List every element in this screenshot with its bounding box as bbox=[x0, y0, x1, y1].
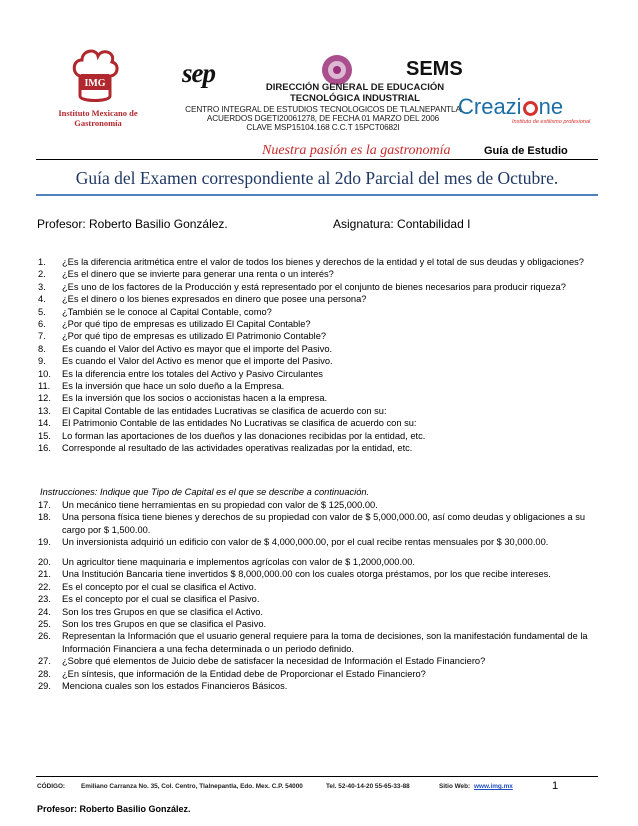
question-number: 21. bbox=[38, 569, 51, 580]
question-number: 9. bbox=[38, 356, 46, 367]
question-text: ¿Por qué tipo de empresas es utilizado El Patrimonio Contable? bbox=[62, 331, 327, 342]
question-item bbox=[38, 318, 594, 330]
question-item bbox=[38, 511, 594, 536]
question-item bbox=[38, 306, 594, 318]
question-item bbox=[38, 680, 594, 692]
question-item bbox=[38, 655, 594, 667]
question-text: ¿Es uno de los factores de la Producción y está representado por el conjunto de bienes necesarios para producir riqueza? bbox=[62, 281, 566, 292]
footer-address: Emiliano Carranza No. 35, Col. Centro, Tlalnepantla, Edo. Mex. C.P. 54000 bbox=[81, 783, 303, 790]
question-number: 13. bbox=[38, 405, 51, 416]
question-number: 7. bbox=[38, 331, 46, 342]
question-number: 5. bbox=[38, 306, 46, 317]
question-number: 24. bbox=[38, 606, 51, 617]
question-text: Es la diferencia entre los totales del Activo y Pasivo Circulantes bbox=[62, 368, 323, 379]
question-item bbox=[38, 581, 594, 593]
question-text: ¿Es el dinero o los bienes expresados en dinero que posee una persona? bbox=[62, 294, 367, 305]
question-number: 11. bbox=[38, 381, 51, 392]
question-text: Un agricultor tiene maquinaria e implementos agrícolas con valor de $ 1,2000,000.00. bbox=[62, 557, 415, 567]
question-item bbox=[38, 630, 594, 655]
question-text: El Patrimonio Contable de las entidades No Lucrativas se clasifica de acuerdo con su: bbox=[62, 418, 417, 429]
creazione-logo bbox=[458, 95, 563, 119]
question-item bbox=[38, 430, 594, 442]
question-number: 25. bbox=[38, 619, 51, 630]
question-number: 12. bbox=[38, 393, 51, 404]
question-text: Representan la Información que el usuario general requiere para la toma de decisiones, son la manifestación fundamental de la Información Financiera a una fecha determinada o un periodo definido. bbox=[62, 631, 588, 654]
sep-logo: sep bbox=[182, 58, 215, 88]
question-text: ¿En síntesis, que información de la Entidad debe de Proporcionar el Estado Financiero? bbox=[62, 668, 426, 679]
question-item bbox=[38, 281, 594, 293]
question-item bbox=[38, 380, 594, 392]
question-item bbox=[38, 499, 594, 511]
question-text: Menciona cuales son los estados Financieros Básicos. bbox=[62, 681, 288, 692]
question-item bbox=[38, 268, 594, 280]
question-number: 15. bbox=[38, 430, 51, 441]
asignatura-label: Asignatura: Contabilidad I bbox=[333, 217, 471, 231]
svg-text:IMG: IMG bbox=[84, 78, 106, 89]
footer-codigo: CÓDIGO: bbox=[37, 783, 66, 790]
footer-divider bbox=[36, 776, 598, 777]
centro-line-3: CLAVE MSP15104.168 C.C.T 15PCT0682I bbox=[246, 122, 400, 132]
question-item bbox=[38, 355, 594, 367]
question-number: 20. bbox=[38, 557, 51, 567]
question-item bbox=[38, 556, 594, 568]
guide-label: Guía de Estudio bbox=[484, 145, 568, 157]
question-item bbox=[38, 536, 594, 548]
question-text: Es la inversión que los socios o accionistas hacen a la empresa. bbox=[62, 393, 328, 404]
question-number: 28. bbox=[38, 668, 51, 679]
dgeti-title: DIRECCIÓN GENERAL DE EDUCACIÓN TECNOLÓGICA INDUSTRIAL bbox=[265, 82, 445, 104]
img-logo bbox=[58, 46, 138, 142]
question-number: 2. bbox=[38, 269, 46, 280]
centro-info bbox=[183, 106, 463, 132]
footer-web-label: Sitio Web: bbox=[439, 783, 471, 790]
question-text: Un mecánico tiene herramientas en su propiedad con valor de $ 125,000.00. bbox=[62, 500, 378, 510]
question-list-c bbox=[38, 556, 594, 692]
question-text: Corresponde al resultado de las actividades operativas realizadas por la entidad, etc. bbox=[62, 443, 413, 454]
question-text: Es cuando el Valor del Activo es menor que el importe del Pasivo. bbox=[62, 356, 333, 367]
title-divider bbox=[36, 194, 598, 196]
question-text: Es la inversión que hace un solo dueño a la Empresa. bbox=[62, 381, 285, 392]
question-number: 6. bbox=[38, 319, 46, 330]
question-number: 22. bbox=[38, 581, 51, 592]
question-number: 23. bbox=[38, 594, 51, 605]
question-item bbox=[38, 668, 594, 680]
footer-profesor: Profesor: Roberto Basilio González. bbox=[37, 804, 191, 814]
creazione-subtitle: Instituto de estilismo profesional bbox=[512, 119, 591, 125]
question-text: ¿También se le conoce al Capital Contable, como? bbox=[62, 306, 272, 317]
question-item bbox=[38, 606, 594, 618]
question-list-b bbox=[38, 499, 594, 549]
question-number: 26. bbox=[38, 631, 51, 642]
question-number: 19. bbox=[38, 537, 51, 548]
question-number: 1. bbox=[38, 257, 46, 267]
page-title: Guía del Examen correspondiente al 2do Parcial del mes de Octubre. bbox=[75, 168, 559, 188]
question-item bbox=[38, 256, 594, 268]
question-item bbox=[38, 618, 594, 630]
question-text: El Capital Contable de las entidades Lucrativas se clasifica de acuerdo con su: bbox=[62, 405, 387, 416]
question-item bbox=[38, 330, 594, 342]
question-text: ¿Es el dinero que se invierte para generar una renta o un interés? bbox=[62, 269, 334, 280]
header-divider bbox=[36, 159, 598, 160]
question-number: 3. bbox=[38, 281, 46, 292]
question-text: Es el concepto por el cual se clasifica el Pasivo. bbox=[62, 594, 260, 605]
question-list-a bbox=[38, 256, 594, 455]
question-number: 16. bbox=[38, 443, 51, 454]
question-text: Son los tres Grupos en que se clasifica el Pasivo. bbox=[62, 619, 267, 630]
question-text: ¿Es la diferencia aritmética entre el valor de todos los bienes y derechos de la entidad y el total de sus deudas y obligaciones? bbox=[62, 257, 584, 267]
profesor-label: Profesor: Roberto Basilio González. bbox=[37, 217, 228, 231]
question-item bbox=[38, 417, 594, 429]
instructions: Instrucciones: Indique que Tipo de Capital es el que se describe a continuación. bbox=[40, 487, 370, 497]
question-text: Es el concepto por el cual se clasifica el Activo. bbox=[62, 581, 257, 592]
question-text: ¿Por qué tipo de empresas es utilizado El Capital Contable? bbox=[62, 319, 311, 330]
footer-web-link[interactable]: www.img.mx bbox=[474, 783, 513, 790]
question-number: 29. bbox=[38, 681, 51, 692]
question-item bbox=[38, 343, 594, 355]
centro-line-1: CENTRO INTEGRAL DE ESTUDIOS TECNOLOGICOS DE TLALNEPANTLA bbox=[185, 105, 461, 114]
creazione-logo-pre: Creazi bbox=[458, 94, 522, 119]
creazione-logo-post: ne bbox=[538, 94, 564, 119]
question-number: 27. bbox=[38, 656, 51, 667]
question-item bbox=[38, 442, 594, 454]
question-text: Es cuando el Valor del Activo es mayor que el importe del Pasivo. bbox=[62, 343, 333, 354]
footer-tel: Tel. 52-40-14-20 55-65-33-88 bbox=[326, 783, 410, 790]
chef-hat-icon bbox=[70, 46, 120, 104]
sems-logo: SEMS bbox=[406, 58, 463, 80]
question-number: 8. bbox=[38, 343, 46, 354]
ring-icon bbox=[523, 101, 538, 116]
question-item bbox=[38, 405, 594, 417]
question-number: 10. bbox=[38, 368, 51, 379]
question-item bbox=[38, 392, 594, 404]
page-number: 1 bbox=[552, 780, 559, 792]
question-number: 17. bbox=[38, 500, 51, 510]
question-text: Un inversionista adquirió un edificio con valor de $ 4,000,000.00, por el cual recibe rentas mensuales por $ 30,000.00. bbox=[62, 537, 549, 548]
question-number: 4. bbox=[38, 294, 46, 305]
centro-line-2: ACUERDOS DGETI20061278, DE FECHA 01 MARZO DEL 2006 bbox=[206, 113, 440, 123]
question-item bbox=[38, 593, 594, 605]
question-item bbox=[38, 368, 594, 380]
question-text: Una Institución Bancaria tiene invertidos $ 8,000,000.00 con los cuales otorga préstamos, por los que recibe intereses. bbox=[62, 569, 551, 580]
question-number: 18. bbox=[38, 512, 51, 523]
question-text: ¿Sobre qué elementos de Juicio debe de satisfacer la necesidad de Información el Estado Financiero? bbox=[62, 656, 486, 667]
question-text: Una persona física tiene bienes y derechos de su propiedad con valor de $ 5,000,000.00, así como deudas y obligaciones a su cargo por $ 1,500.00. bbox=[62, 512, 586, 535]
img-institute-name: Instituto Mexicano de Gastronomía bbox=[58, 108, 138, 128]
question-text: Lo forman las aportaciones de los dueños y las donaciones recibidas por la entidad, etc. bbox=[62, 430, 426, 441]
question-item bbox=[38, 293, 594, 305]
question-item bbox=[38, 568, 594, 580]
question-number: 14. bbox=[38, 418, 51, 429]
question-text: Son los tres Grupos en que se clasifica el Activo. bbox=[62, 606, 264, 617]
motto: Nuestra pasión es la gastronomía bbox=[262, 143, 451, 158]
